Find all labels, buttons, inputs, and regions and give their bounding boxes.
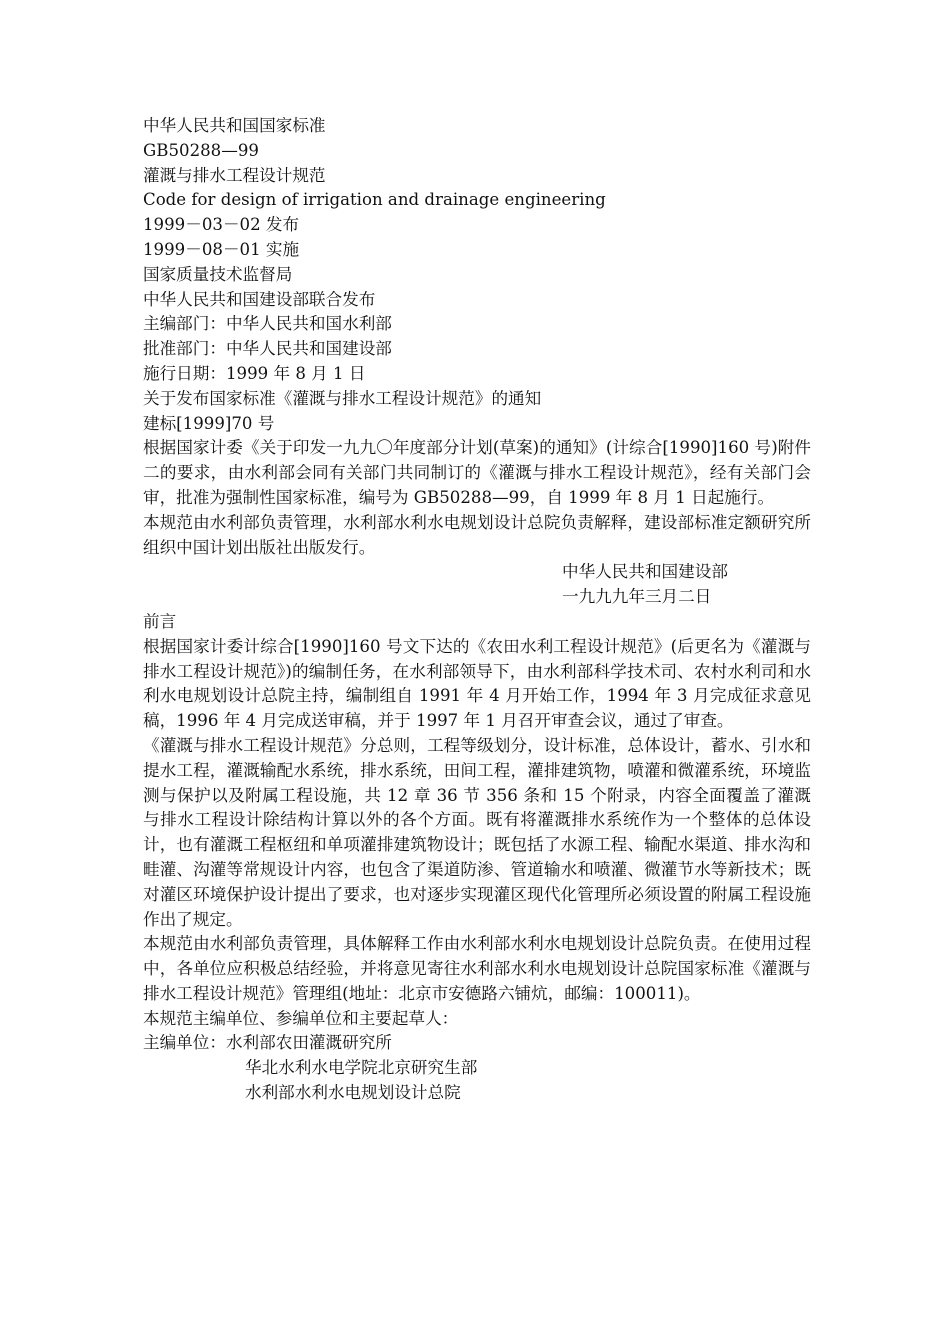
preface-paragraph-2: 《灌溉与排水工程设计规范》分总则，工程等级划分，设计标准，总体设计，蓄水、引水和提水工程，灌溉输配水系统，排水系统，田间工程，灌排建筑物，喷灌和微灌系统，环境监测与保护以及附属工程设施，共 12 章 36 节 356 条和 15 个附录，内容全面覆盖了灌溉与排水工程设计除结构计算以外的各个方面。既有将灌溉排水系统作为一个整体的总体设计，也有灌溉工程枢纽和单项灌排建筑物设计；既包括了水源工程、输配水渠道、排水沟和畦灌、沟灌等常规设计内容，也包含了渠道防渗、管道输水和喷灌、微灌节水等新技术；既对灌区环境保护设计提出了要求，也对逐步实现灌区现代化管理所必须设置的附属工程设施作出了规定。 <box>143 735 811 929</box>
standard-title-en: Code for design of irrigation and drainage engineering <box>143 190 606 210</box>
effective-date: 施行日期：1999 年 8 月 1 日 <box>143 363 366 383</box>
chief-editor-dept: 主编部门：中华人民共和国水利部 <box>143 314 392 334</box>
notice-title: 关于发布国家标准《灌溉与排水工程设计规范》的通知 <box>143 388 542 408</box>
document-page <box>143 114 811 1106</box>
editor-unit-2: 华北水利水电学院北京研究生部 <box>245 1058 478 1078</box>
issuer-1: 国家质量技术监督局 <box>143 264 293 284</box>
notice-signature-date: 一九九九年三月二日 <box>562 587 712 607</box>
approval-dept: 批准部门：中华人民共和国建设部 <box>143 339 392 359</box>
standard-category: 中华人民共和国国家标准 <box>143 116 326 135</box>
chief-editor-unit: 主编单位：水利部农田灌溉研究所 <box>143 1033 392 1053</box>
notice-paragraph-1: 根据国家计委《关于印发一九九〇年度部分计划(草案)的通知》(计综合[1990]160 号)附件二的要求，由水利部会同有关部门共同制订的《灌溉与排水工程设计规范》，经有关部门会审，批准为强制性国家标准，编号为 GB50288—99，自 1999 年 8 月 1 日起施行。 <box>143 438 811 507</box>
issue-date: 1999－03－02 发布 <box>143 215 300 235</box>
preface-paragraph-1: 根据国家计委计综合[1990]160 号文下达的《农田水利工程设计规范》(后更名为《灌溉与排水工程设计规范》)的编制任务，在水利部领导下，由水利部科学技术司、农村水利司和水利水电规划设计总院主持，编制组自 1991 年 4 月开始工作，1994 年 3 月完成征求意见稿，1996 年 4 月完成送审稿，并于 1997 年 1 月召开审查会议，通过了审查。 <box>143 636 811 731</box>
preface-paragraph-3: 本规范由水利部负责管理，具体解释工作由水利部水利水电规划设计总院负责。在使用过程中，各单位应积极总结经验，并将意见寄往水利部水利水电规划设计总院国家标准《灌溉与排水工程设计规范》管理组(地址：北京市安德路六铺炕，邮编：100011)。 <box>143 934 811 1003</box>
notice-paragraph-2: 本规范由水利部负责管理，水利部水利水电规划设计总院负责解释，建设部标准定额研究所组织中国计划出版社出版发行。 <box>143 512 811 557</box>
standard-title-cn: 灌溉与排水工程设计规范 <box>143 165 326 185</box>
preface-heading: 前言 <box>143 611 177 631</box>
notice-number: 建标[1999]70 号 <box>143 413 275 433</box>
preface-paragraph-4: 本规范主编单位、参编单位和主要起草人： <box>143 1008 459 1028</box>
standard-number: GB50288—99 <box>143 140 259 160</box>
notice-signature-org: 中华人民共和国建设部 <box>562 562 728 582</box>
issuer-2: 中华人民共和国建设部联合发布 <box>143 289 376 309</box>
implement-date: 1999－08－01 实施 <box>143 239 300 259</box>
editor-unit-3: 水利部水利水电规划设计总院 <box>245 1083 461 1103</box>
